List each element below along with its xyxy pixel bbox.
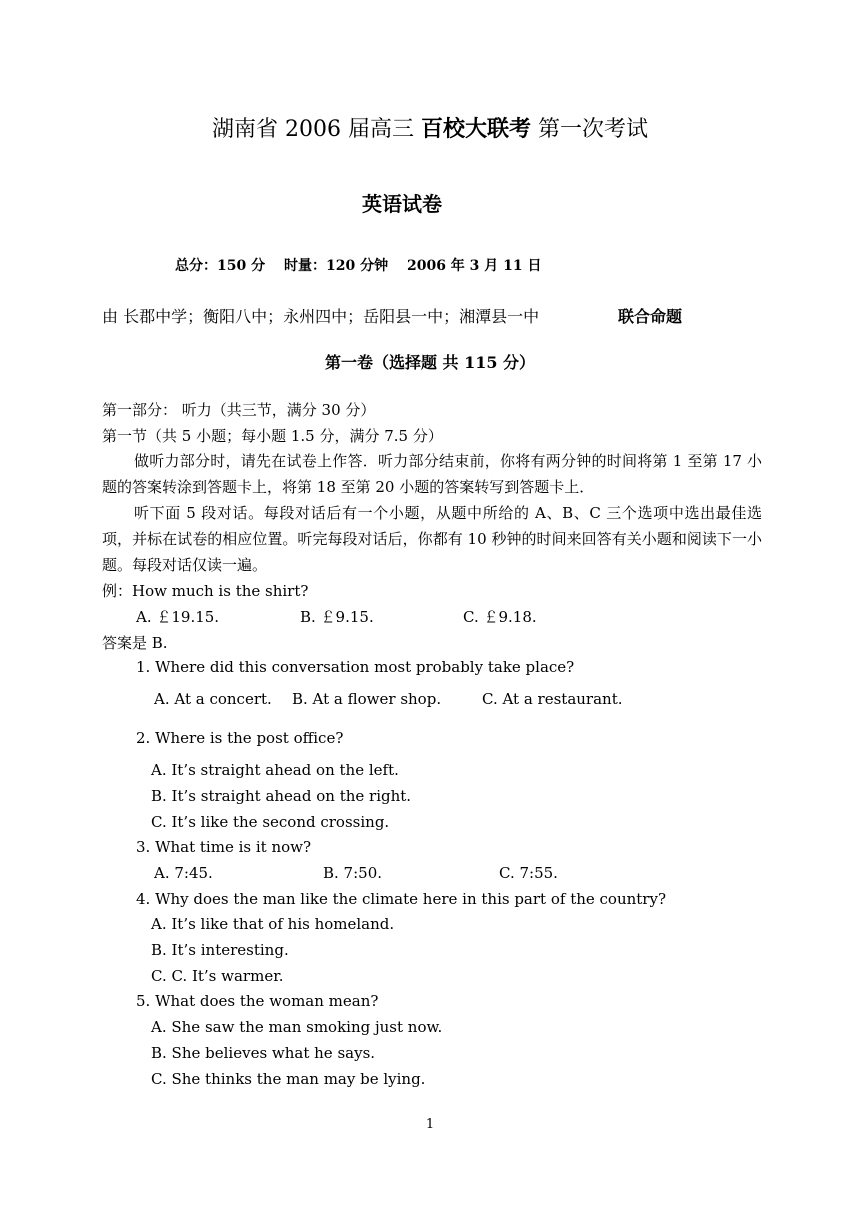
q1-option-a: A. At a concert. — [154, 690, 272, 708]
volume-heading: 第一卷（选择题 共 115 分） — [324, 353, 536, 372]
instruction-paragraph-1: 做听力部分时，请先在试卷上作答．听力部分结束前，你将有两分钟的时间将第 1 至第 17 小题的答案转涂到答题卡上，将第 18 至第 20 小题的答案转写到答题卡上． — [102, 452, 762, 496]
instruction-paragraph-2: 听下面 5 段对话。每段对话后有一个小题，从题中所给的 A、B、C 三个选项中选出最佳选项，并标在试卷的相应位置。听完每段对话后，你都有 10 秒钟的时间来回答有关小题和阅读下一小题。每段对话仅读一遍。 — [102, 504, 762, 574]
q2-option-a: A. It’s straight ahead on the left. — [151, 761, 399, 779]
example-option-b: B. ￡9.15. — [300, 608, 374, 626]
q1-option-b: B. At a flower shop. — [292, 690, 442, 708]
q5-option-b: B. She believes what he says. — [151, 1044, 376, 1062]
page-number: 1 — [425, 1117, 435, 1132]
question-1: 1. Where did this conversation most probably take place? — [136, 658, 575, 676]
authors-joint: 联合命题 — [618, 307, 683, 326]
meta-date: 2006 年 3 月 11 日 — [406, 258, 542, 274]
q2-option-c: C. It’s like the second crossing. — [151, 813, 390, 831]
meta-time: 时量：120 分钟 — [283, 258, 389, 274]
question-5: 5. What does the woman mean? — [136, 992, 379, 1010]
q1-option-c: C. At a restaurant. — [482, 690, 623, 708]
part1-title: 第一部分： 听力（共三节，满分 30 分） — [102, 401, 376, 419]
exam-meta — [175, 255, 556, 275]
meta-total: 总分：150 分 — [175, 258, 266, 274]
exam-subtitle: 英语试卷 — [362, 192, 442, 216]
q3-option-b: B. 7:50. — [323, 864, 383, 882]
question-3: 3. What time is it now? — [136, 838, 312, 856]
question-2: 2. Where is the post office? — [136, 729, 344, 747]
example-question: 例：How much is the shirt? — [102, 582, 309, 600]
title-part1: 湖南省 2006 届高三 — [211, 117, 414, 142]
section1-title: 第一节（共 5 小题；每小题 1.5 分，满分 7.5 分） — [102, 427, 443, 445]
q2-option-b: B. It’s straight ahead on the right. — [151, 787, 412, 805]
example-answer: 答案是 B. — [102, 634, 168, 652]
q4-option-a: A. It’s like that of his homeland. — [151, 915, 395, 933]
q3-option-a: A. 7:45. — [154, 864, 213, 882]
authors-schools: 由 长郡中学；衡阳八中；永州四中；岳阳县一中；湘潭县一中 — [102, 307, 540, 326]
question-4: 4. Why does the man like the climate here in this part of the country? — [136, 890, 666, 908]
q5-option-a: A. She saw the man smoking just now. — [151, 1018, 443, 1036]
q4-option-c: C. C. It’s warmer. — [151, 967, 284, 985]
authors-line — [102, 304, 683, 327]
q4-option-b: B. It’s interesting. — [151, 941, 289, 959]
example-option-c: C. ￡9.18. — [463, 608, 537, 626]
title-bold: 百校大联考 — [420, 117, 531, 142]
title-part2: 第一次考试 — [537, 117, 648, 142]
q5-option-c: C. She thinks the man may be lying. — [151, 1070, 426, 1088]
exam-title — [0, 112, 860, 143]
q3-option-c: C. 7:55. — [499, 864, 558, 882]
example-option-a: A. ￡19.15. — [136, 608, 220, 626]
